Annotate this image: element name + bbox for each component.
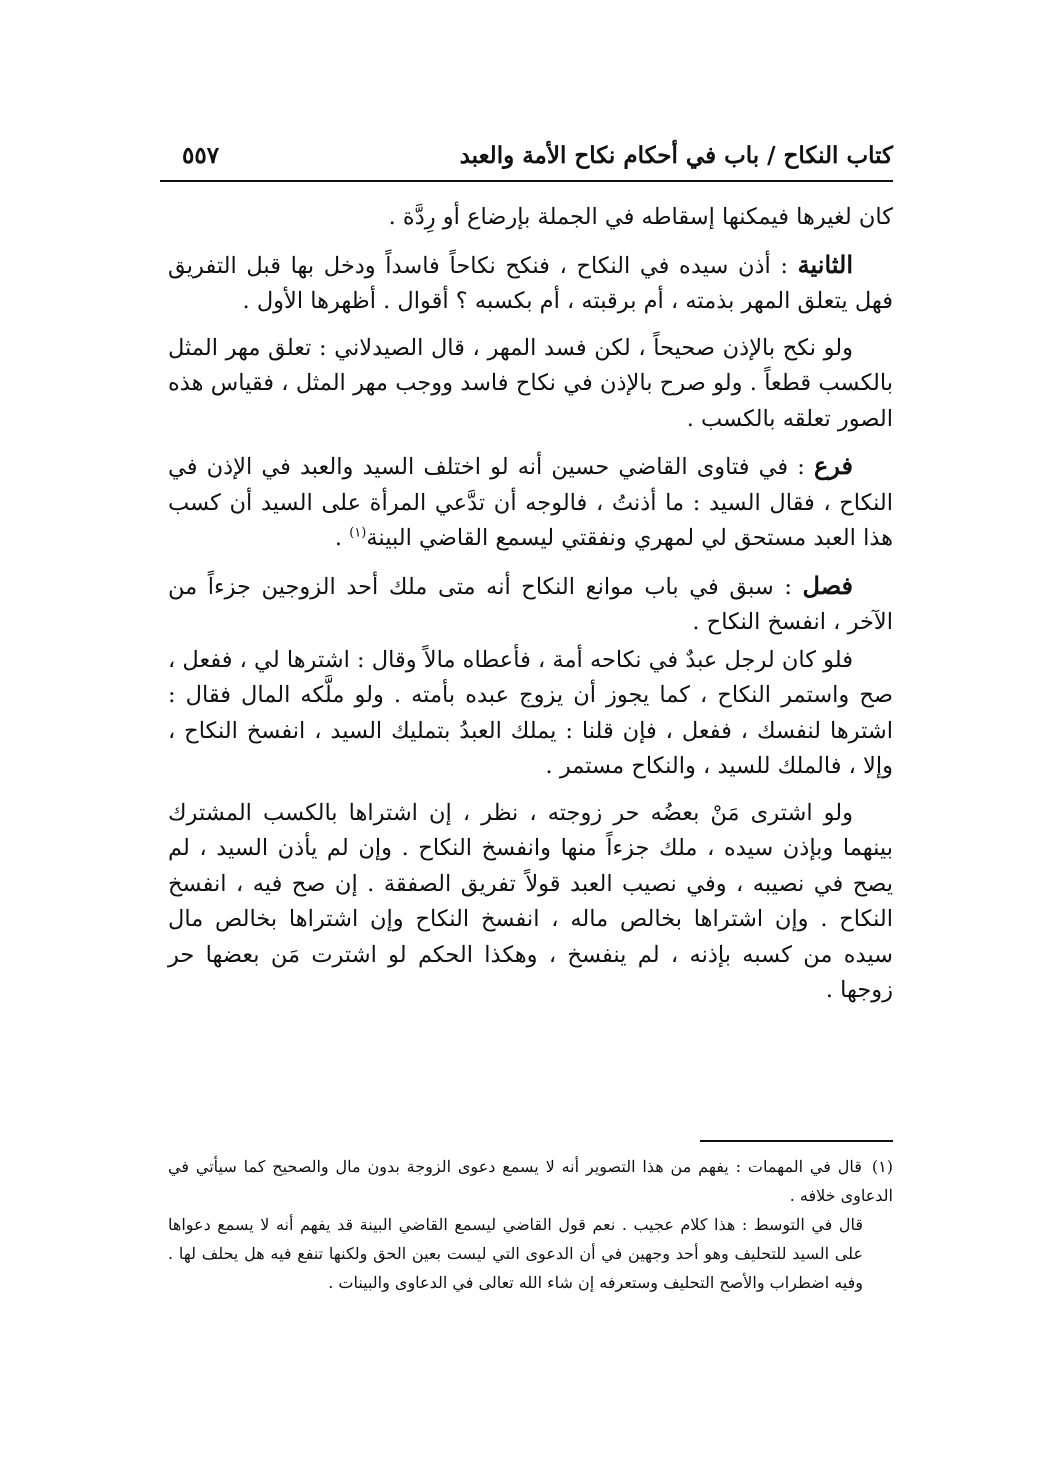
paragraph-far <box>168 448 893 557</box>
paragraph-valid-marriage <box>168 331 893 438</box>
paragraph-lead: فصل <box>802 570 853 600</box>
paragraph-continuation <box>168 200 893 236</box>
paragraph-text: : سبق في باب موانع النكاح أنه متى ملك أحد الزوجين جزءاً من الآخر ، انفسخ النكاح . <box>168 573 893 635</box>
main-text <box>168 200 893 1020</box>
footnote-1-continuation <box>168 1210 893 1297</box>
paragraph-text: كان لغيرها فيمكنها إسقاطه في الجملة بإرضاع أو رِدَّة . <box>388 204 893 230</box>
paragraph-fasl <box>168 568 893 641</box>
paragraph-lead: الثانية <box>797 249 853 279</box>
paragraph-text: ولو اشترى مَنْ بعضُه حر زوجته ، نظر ، إن اشتراها بالكسب المشترك بينهما وبإذن سيده ، ملك جزءاً منها وانفسخ النكاح . وإن لم يأذن السيد ، لم يصح في نصيبه ، وفي نصيب العبد قولاً تفريق الصفقة . إن صح فيه ، انفسخ النكاح . وإن اشتراها بخالص ماله ، انفسخ النكاح وإن اشتراها بخالص مال سيده من كسبه بإذنه ، لم ينفسخ ، وهكذا الحكم لو اشترت مَن بعضها حر زوجها . <box>168 799 893 1003</box>
footnote-text: قال في المهمات : يفهم من هذا التصوير أنه لا يسمع دعوى الزوجة بدون مال والصحيح كما سيأتي في الدعاوى خلافه . <box>168 1157 893 1205</box>
paragraph-slave-purchase <box>168 643 893 785</box>
header-title: كتاب النكاح / باب في أحكام نكاح الأمة والعبد <box>459 142 893 169</box>
paragraph-lead: فرع <box>813 451 853 480</box>
footnote-1 <box>168 1152 893 1210</box>
paragraph-tail: . <box>334 525 350 551</box>
paragraph-text: فلو كان لرجل عبدٌ في نكاحه أمة ، فأعطاه مالاً وقال : اشترها لي ، ففعل ، صح واستمر النكاح ، كما يجوز أن يزوج عبده بأمته . ولو ملَّكه المال فقال : اشترها لنفسك ، ففعل ، فإن قلنا : يملك العبدُ بتمليك السيد ، انفسخ النكاح ، وإلا ، فالملك للسيد ، والنكاح مستمر . <box>168 646 893 779</box>
header-rule <box>160 180 893 182</box>
running-header <box>160 138 893 178</box>
footnote-text: قال في التوسط : هذا كلام عجيب . نعم قول القاضي ليسمع القاضي البينة قد يفهم أنه لا يسمع دعواها على السيد للتحليف وهو أحد وجهين في أن الدعوى التي ليست بعين الحق ولكنها تنفع فيه هل يحلف لها . وفيه اضطراب والأصح التحليف وستعرفه إن شاء الله تعالى في الدعاوى والبينات . <box>168 1215 863 1292</box>
footnote-rule <box>700 1140 893 1142</box>
paragraph-text: ولو نكح بالإذن صحيحاً ، لكن فسد المهر ، قال الصيدلاني : تعلق مهر المثل بالكسب قطعاً . ولو صرح بالإذن في نكاح فاسد ووجب مهر المثل ، فقياس هذه الصور تعلقه بالكسب . <box>168 334 893 432</box>
paragraph-second-issue <box>168 247 893 320</box>
paragraph-text: : في فتاوى القاضي حسين أنه لو اختلف السيد والعبد في الإذن في النكاح ، فقال السيد : ما أذنتُ ، فالوجه أن تدَّعي المرأة على السيد أن كسب هذا العبد مستحق لي لمهري ونفقتي ليسمع القاضي البينة <box>168 454 893 551</box>
footnote-reference: (١) <box>349 525 367 541</box>
paragraph-text: : أذن سيده في النكاح ، فنكح نكاحاً فاسداً ودخل بها قبل التفريق فهل يتعلق المهر بذمته ، أم برقبته ، أم بكسبه ؟ أقوال . أظهرها الأول . <box>168 252 893 314</box>
footnotes <box>168 1152 893 1297</box>
footnote-number: (١) <box>871 1157 893 1176</box>
paragraph-partial-free <box>168 796 893 1009</box>
page-number: ٥٥٧ <box>182 142 220 169</box>
